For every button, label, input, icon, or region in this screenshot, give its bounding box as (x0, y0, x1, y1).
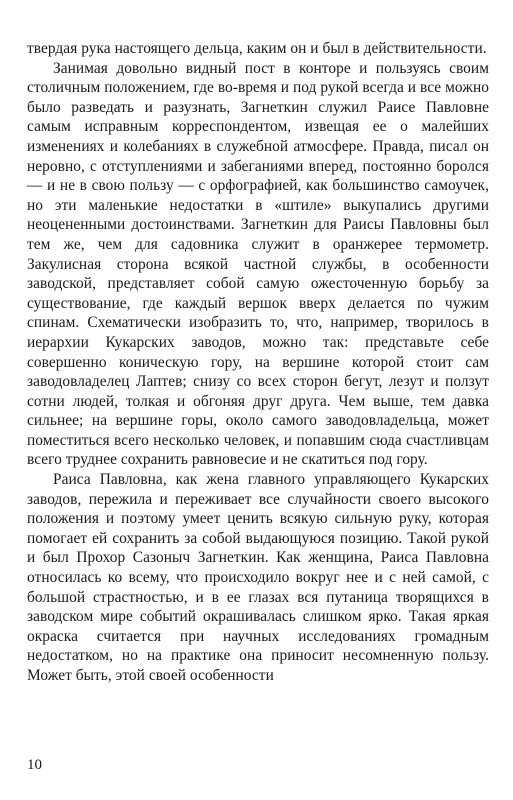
paragraph: Раиса Павловна, как жена главного управляющего Кукарских заводов, пережила и переживает все случайности своего высокого положения и поэтому умеет ценить всякую сильную руку, которая помогает ей сохранить за собой выдающуюся позицию. Такой рукой и был Прохор Сазоныч Загнеткин. Как женщина, Раиса Павловна относилась ко всему, что происходило вокруг нее и с ней самой, с большой страстностью, и в ее глазах вся путаница творящихся в заводском мире событий окрашивалась слишком ярко. Такая яркая окраска считается при научных исследованиях громадным недостатком, но на практике она приносит несомненную пользу. Может быть, этой своей особенности (27, 471, 489, 684)
paragraph-continuation: твердая рука настоящего дельца, каким он и был в действительности. (27, 40, 487, 57)
body-text (27, 39, 489, 686)
page-number: 10 (27, 757, 42, 773)
paragraph: Занимая довольно видный пост в конторе и пользуясь своим столичным положением, где во-время и под рукой всегда и все можно было разведать и разузнать, Загнеткин служил Раисе Павловне самым исправным корреспондентом, извещая ее о малейших изменениях и колебаниях в служебной атмосфере. Правда, писал он неровно, с отступлениями и забеганиями вперед, постоянно боролся — и не в свою пользу — с орфографией, как большинство самоучек, но эти маленькие недостатки в «штиле» выкупались другими неоцененными достоинствами. Загнеткин для Раисы Павловны был тем же, чем для садовника служит в оранжерее термометр. Закулисная сторона всякой частной службы, в особенности заводской, представляет собой самую ожесточенную борьбу за существование, где каждый вершок вверх делается по чужим спинам. Схематически изобразить то, что, например, творилось в иерархии Кукарских заводов, можно так: представьте себе совершенно коническую гору, на вершине которой стоит сам заводовладелец Лаптев; снизу со всех сторон бегут, лезут и ползут сотни людей, толкая и обгоняя друг друга. Чем выше, тем давка сильнее; на вершине горы, около самого заводовладельца, может поместиться всего несколько человек, и попавшим сюда счастливцам всего труднее сохранить равновесие и не скатиться под гору. (27, 59, 489, 469)
book-page (27, 39, 489, 779)
